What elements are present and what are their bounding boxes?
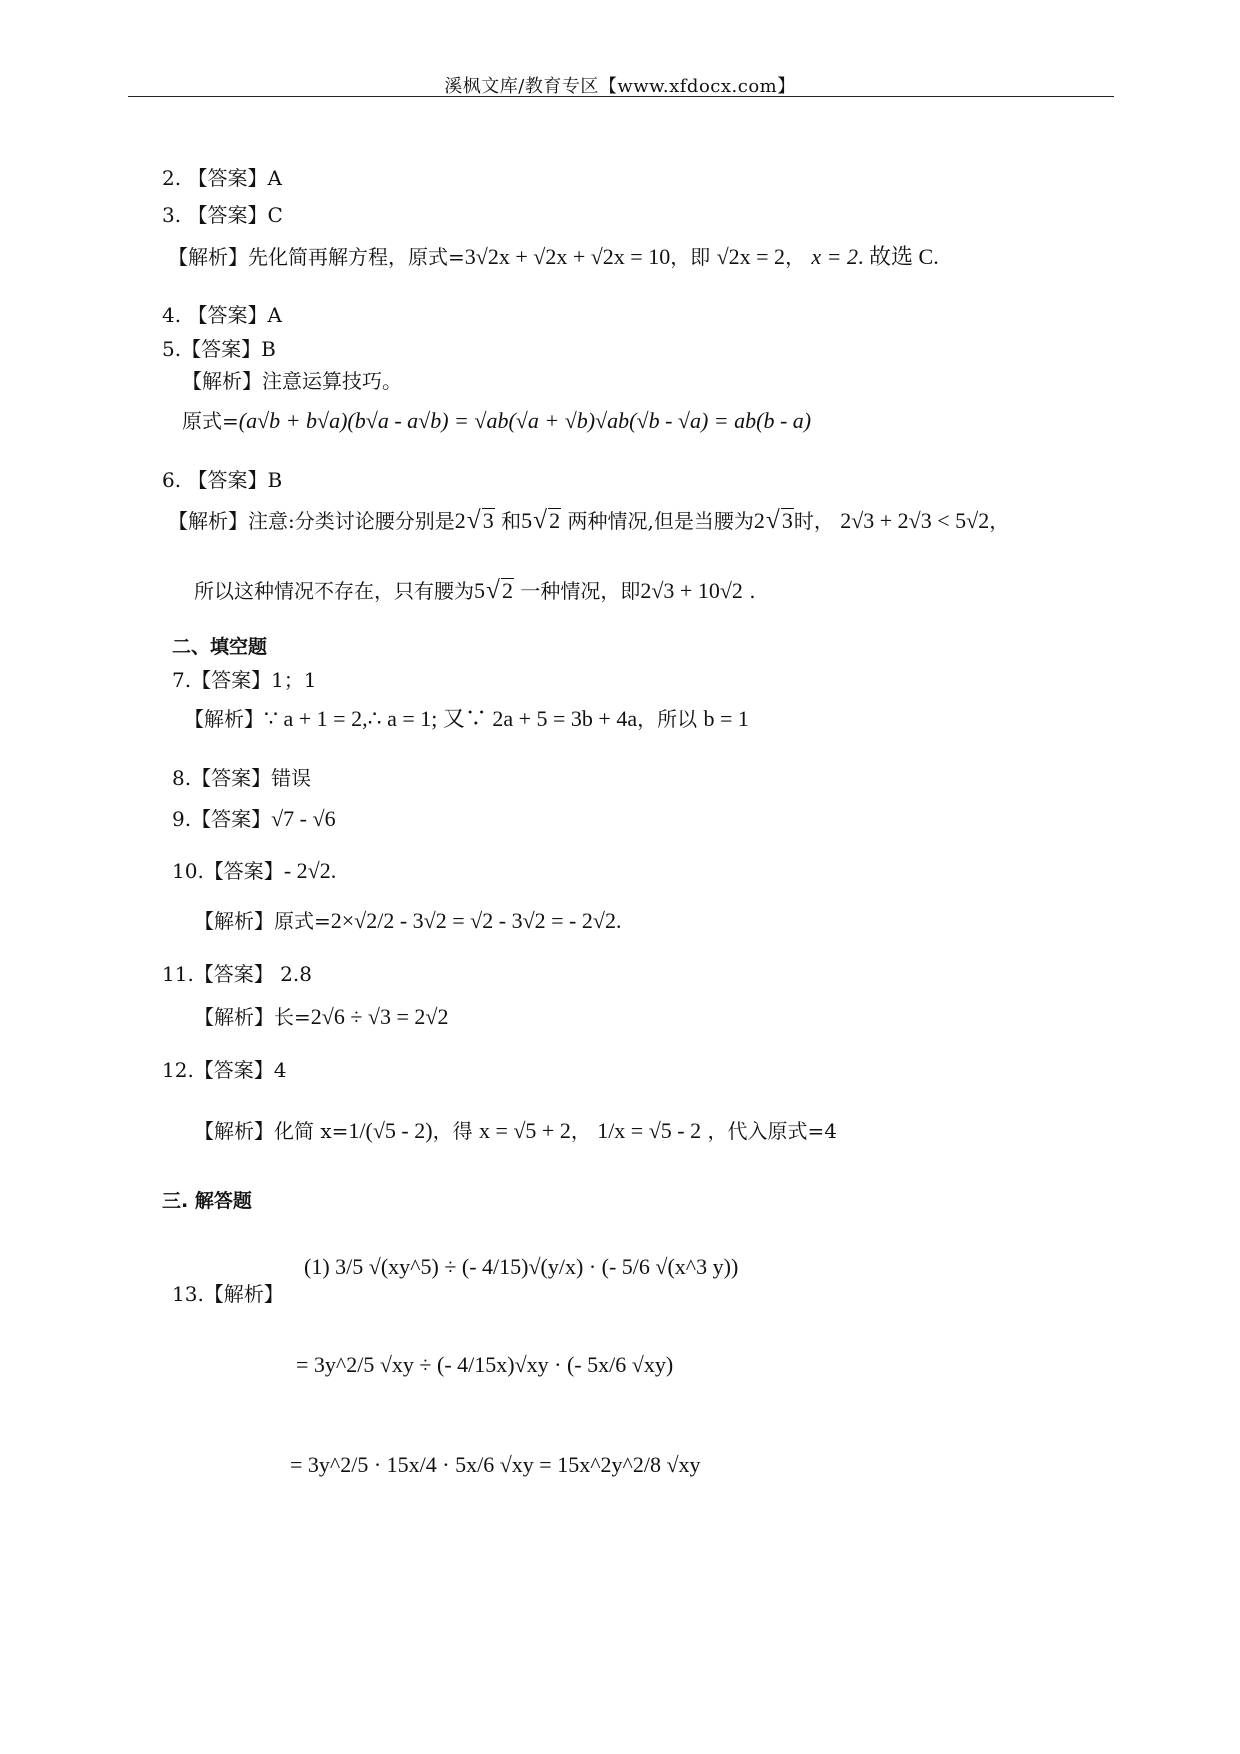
- q3-equation-2: √2x = 2: [716, 244, 786, 269]
- q6-note-c: 两种情况,但是当腰为: [567, 509, 754, 533]
- header-divider: [128, 96, 1114, 97]
- explanation-q12: 【解析】化简 x=1/(√5 - 2)，得 x = √5 + 2， 1/x = √5 - 2 ，代入原式=4: [194, 1118, 837, 1143]
- explanation-q3: 【解析】先化简再解方程，原式=3√2x + √2x + √2x = 10，即 √2x = 2， x = 2. 故选 C.: [168, 244, 939, 269]
- answer-q12: 12.【答案】4: [162, 1058, 287, 1082]
- page-header: 溪枫文库/教育专区【www.xfdocx.com】: [444, 76, 796, 97]
- q9-formula: √7 - √6: [271, 806, 336, 831]
- q7-suffix: ，所以: [637, 707, 698, 731]
- q3-equation: 3√2x + √2x + √2x = 10: [464, 244, 671, 269]
- section-fill-in-blank-title: 二、填空题: [172, 636, 268, 658]
- explanation-q7: [184, 706, 749, 732]
- q11-note-prefix: 【解析】长=: [194, 1005, 311, 1029]
- answer-q3: 3. 【答案】C: [162, 203, 283, 227]
- answer-q11: 11.【答案】 2.8: [162, 962, 312, 986]
- q12-mid: ，得: [432, 1119, 473, 1143]
- q5-formula: (a√b + b√a)(b√a - a√b) = √ab(√a + √b)√ab(√b - √a) = ab(b - a): [238, 408, 812, 433]
- q3-mid: ，即: [670, 245, 711, 269]
- answer-q10: [172, 858, 336, 884]
- answer-q8: 8.【答案】错误: [172, 766, 312, 790]
- q6-line2-b: 一种情况，即: [520, 579, 641, 603]
- q10-note-formula: 2×√2/2 - 3√2 = √2 - 3√2 = - 2√2.: [330, 908, 622, 933]
- q7-formula: ∵ a + 1 = 2,∴ a = 1; 又∵ 2a + 5 = 3b + 4a: [264, 706, 638, 731]
- q6-note-d: 时，: [793, 509, 834, 533]
- explanation-q10: [194, 908, 621, 934]
- q3-suffix: . 故选 C.: [858, 244, 939, 269]
- q3-equation-3: x = 2: [811, 244, 859, 269]
- q7-note-prefix: 【解析】: [184, 707, 264, 731]
- answer-q9: [172, 806, 336, 832]
- q12-equation-1: x = √5 + 2: [478, 1118, 571, 1143]
- answer-q7: 7.【答案】1；1: [172, 668, 317, 692]
- section-solutions-title: 三. 解答题: [162, 1190, 252, 1212]
- q9-prefix: 9.【答案】: [172, 807, 272, 831]
- formula-q5: [182, 408, 811, 434]
- explanation-q6: 【解析】注意:分类讨论腰分别是2√ 3 和5√ 2 两种情况,但是当腰为2√ 3时， 2√3 + 2√3 < 5√2，: [168, 508, 1009, 534]
- answer-q6: 6. 【答案】B: [162, 468, 283, 492]
- q6-inequality: 2√3 + 2√3 < 5√2: [840, 508, 990, 533]
- q12-equation-2: 1/x = √5 - 2: [597, 1118, 702, 1143]
- q13-line-1: (1) 3/5 √(xy^5) ÷ (- 4/15)√(y/x) · (- 5/6 √(x^3 y)): [304, 1254, 739, 1279]
- answer-q4: 4. 【答案】A: [162, 303, 282, 327]
- explanation-q6-line2: 所以这种情况不存在，只有腰为5√ 2 一种情况，即2√3 + 10√2 .: [194, 578, 756, 604]
- q7-result: b = 1: [703, 706, 749, 731]
- q11-formula: 2√6 ÷ √3 = 2√2: [310, 1004, 449, 1029]
- q12-suffix: ，代入原式=4: [707, 1119, 837, 1143]
- q6-line2-a: 所以这种情况不存在，只有腰为: [194, 579, 474, 603]
- answer-q2: 2. 【答案】A: [162, 166, 282, 190]
- q12-note-prefix: 【解析】化简 x=: [194, 1119, 349, 1143]
- q13-line-2: = 3y^2/5 √xy ÷ (- 4/15x)√xy · (- 5x/6 √xy): [296, 1352, 674, 1377]
- explanation-q11: [194, 1004, 448, 1030]
- answer-q5: 5.【答案】B: [162, 337, 276, 361]
- q3-note-prefix: 【解析】先化简再解方程，原式=: [168, 245, 465, 269]
- q6-result: 2√3 + 10√2: [640, 578, 743, 603]
- q10-formula: - 2√2.: [283, 858, 337, 883]
- q6-note-b: 和: [501, 509, 522, 533]
- q10-note-prefix: 【解析】原式=: [194, 909, 331, 933]
- q5-formula-prefix: 原式=: [182, 409, 239, 433]
- explanation-q5: 【解析】注意运算技巧。: [182, 369, 402, 393]
- q6-note-a: 【解析】注意:分类讨论腰分别是: [168, 509, 455, 533]
- q10-prefix: 10.【答案】: [172, 859, 284, 883]
- q12-fraction: 1/(√5 - 2): [348, 1118, 433, 1143]
- q13-line-3: = 3y^2/5 · 15x/4 · 5x/6 √xy = 15x^2y^2/8 √xy: [290, 1452, 701, 1477]
- q13-label: 13.【解析】: [172, 1282, 284, 1306]
